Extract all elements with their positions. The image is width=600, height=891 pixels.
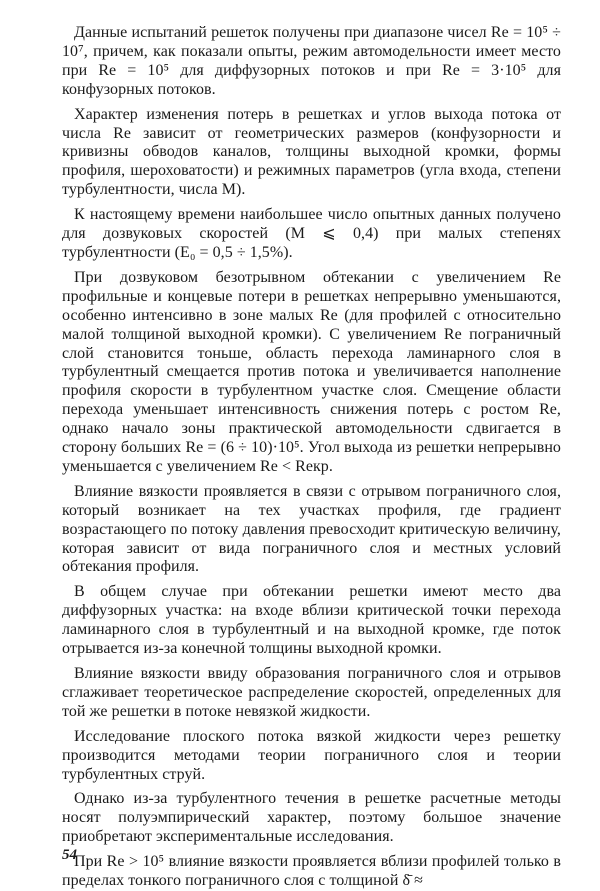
paragraph-experimental-data: К настоящему времени наибольшее число опытных данных получено для дозвуковых скоростей (M ⩽ 0,4) при малых степенях турбулентности (E₀ = 0,5 ÷ 1,5%). xyxy=(62,206,561,261)
paragraph-diffuser-sections: В общем случае при обтекании решетки имеют место два диффузорных участка: на входе вблизи критической точки перехода ламинарного слоя в турбулентный и на выходной кромке, где поток отрывается из-за конечной толщины выходной кромки. xyxy=(62,583,561,658)
paragraph-viscosity-separation: Влияние вязкости проявляется в связи с отрывом пограничного слоя, который возникает на тех участках профиля, где градиент возрастающего по потоку давления превосходит критическую величину, которая зависит от вида пограничного слоя и местных условий обтекания профиля. xyxy=(62,482,561,576)
paragraph-boundary-layer: При Re > 10⁵ влияние вязкости проявляется вблизи профилей только в пределах тонкого пограничного слоя с толщиной δ̄ ≈ xyxy=(62,853,561,890)
paragraph-reynolds-range: Данные испытаний решеток получены при диапазоне чисел Re = 10⁵ ÷ 10⁷, причем, как показали опыты, режим автомодельности имеет место при Re = 10⁵ для диффузорных потоков и при Re = 3·10⁵ для конфузорных потоков. xyxy=(62,24,561,98)
paragraph-subsonic-flow: При дозвуковом безотрывном обтекании с увеличением Re профильные и концевые потери в решетках непрерывно уменьшаются, особенно интенсивно в зоне малых Re (для профилей с относительно малой толщиной выходной кромки). С увеличением Re пограничный слой становится тоньше, область перехода ламинарного слоя в турбулентный смещается против потока и увеличивается наполнение профиля скорости в турбулентном участке слоя. Смещение области перехода уменьшает интенсивность снижения потерь с ростом Re, однако начало зоны практической автомодельности сдвигается в сторону больших Re = (6 ÷ 10)·10⁵. Угол выхода из решетки непрерывно уменьшается с увеличением Re < Reкр. xyxy=(62,268,561,475)
paragraph-semi-empirical: Однако из-за турбулентного течения в решетке расчетные методы носят полуэмпирический характер, поэтому большое значение приобретают экспериментальные исследования. xyxy=(62,790,561,846)
paragraph-loss-dependence: Характер изменения потерь в решетках и углов выхода потока от числа Re зависит от геометрических размеров (конфузорности и кривизны обводов каналов, толщины выходной кромки, формы профиля, шероховатости) и режимных параметров (угла входа, степени турбулентности, числа M). xyxy=(62,105,561,199)
page-number: 54 xyxy=(62,847,77,863)
paragraph-research-methods: Исследование плоского потока вязкой жидкости через решетку производится методами теории пограничного слоя и теории турбулентных струй. xyxy=(62,727,561,783)
page-body xyxy=(62,24,561,891)
paragraph-viscosity-smoothing: Влияние вязкости ввиду образования пограничного слоя и отрывов сглаживает теоретическое распределение скоростей, определенных для той же решетки в потоке невязкой жидкости. xyxy=(62,665,561,720)
